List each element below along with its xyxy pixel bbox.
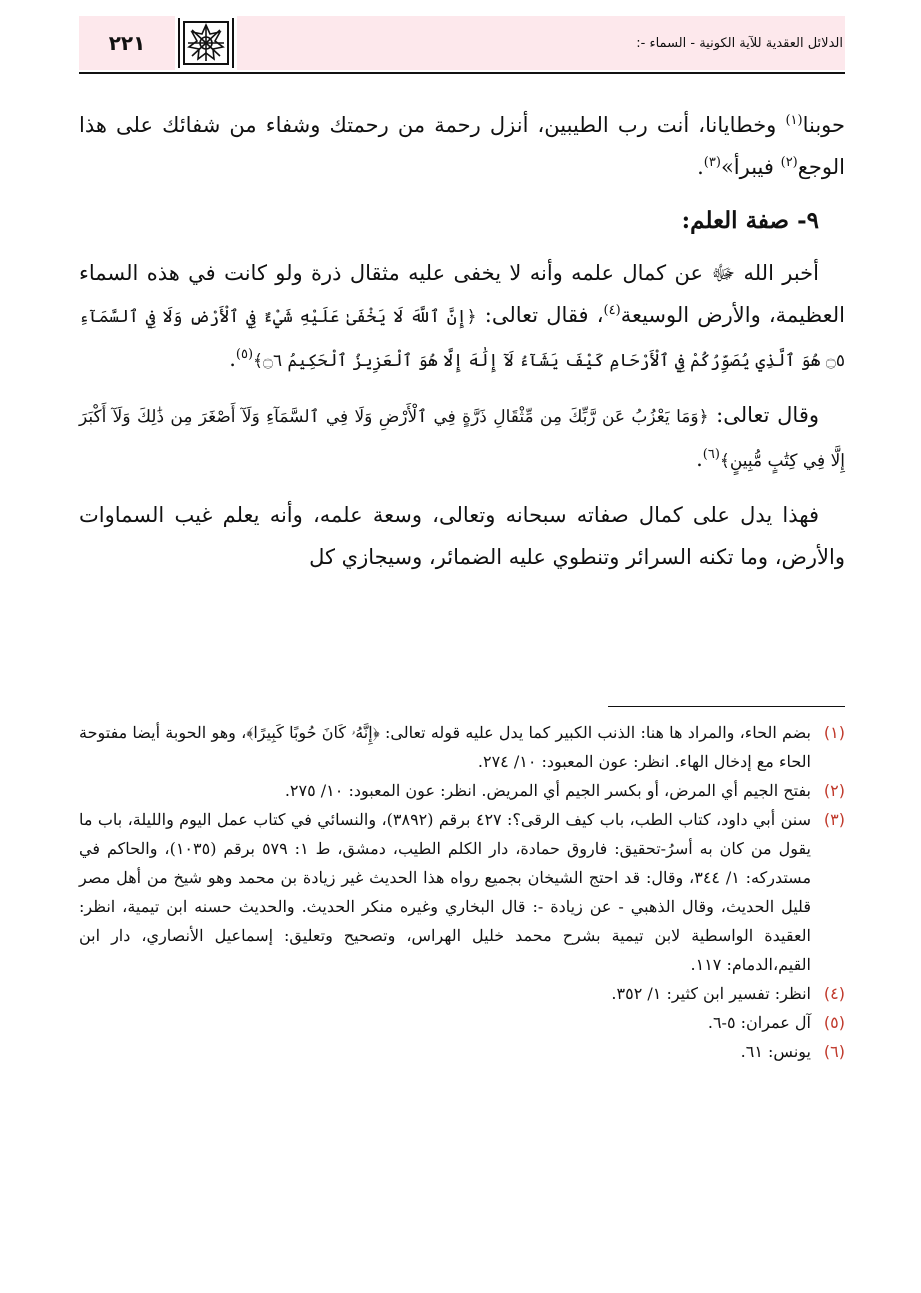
- running-title: الدلائل العقدية للآية الكونية - السماء -:: [636, 35, 843, 51]
- paragraph-hadith-end: [79, 104, 845, 188]
- main-text: [79, 104, 845, 578]
- footnote-item: [79, 979, 845, 1008]
- quran-verse: ﴿إِنَّ ٱللَّهَ لَا يَخْفَىٰ عَلَيْهِ شَيْءٌ فِي ٱلْأَرْضِ وَلَا فِي ٱلسَّمَآءِ ۝٥ هُوَ ٱلَّذِي يُصَوِّرُكُمْ فِي ٱلْأَرْحَامِ كَيْفَ يَشَآءُ لَآ إِلَٰهَ إِلَّا هُوَ ٱلْعَزِيزُ ٱلْحَكِيمُ ۝٦﴾: [79, 307, 845, 371]
- footnote-ref-5[interactable]: (٥): [235, 347, 254, 362]
- footnote-text: بفتح الجيم أي المرض، أو بكسر الجيم أي المريض. انظر: عون المعبود: ١٠/ ٢٧٥.: [284, 781, 811, 800]
- footnote-ref-4[interactable]: (٤): [603, 303, 621, 318]
- text-segment: .: [229, 347, 236, 371]
- footnote-text: انظر: تفسير ابن كثير: ١/ ٣٥٢.: [611, 984, 811, 1003]
- footnote-number: (٥): [823, 1013, 845, 1032]
- footnote-ref-1[interactable]: (١): [785, 113, 803, 128]
- footnote-item: [79, 805, 845, 979]
- footnote-number: (٤): [823, 984, 845, 1003]
- footnote-item: [79, 718, 845, 776]
- footnote-number: (٢): [823, 781, 845, 800]
- text-segment: حوبنا: [802, 113, 845, 137]
- text-segment: .: [696, 447, 703, 471]
- footnote-number: (٣): [823, 810, 845, 829]
- header-rule: [79, 72, 845, 74]
- footnote-text: بضم الحاء، والمراد ها هنا: الذنب الكبير كما يدل عليه قوله تعالى: ﴿إِنَّهُۥ كَانَ حُوبًا كَبِيرًا﴾، وهو الحوبة أيضا مفتوحة الحاء مع إدخال الهاء. انظر: عون المعبود: ١٠/ ٢٧٤.: [79, 723, 811, 771]
- footnote-text: آل عمران: ٥-٦.: [707, 1013, 811, 1032]
- footnote-ref-6[interactable]: (٦): [702, 447, 720, 462]
- paragraph-quran-yunus: [79, 394, 845, 482]
- geometric-ornament-icon: [178, 18, 234, 68]
- running-title-box: [237, 16, 845, 70]
- footnote-ref-3[interactable]: (٣): [703, 155, 721, 170]
- footnote-ref-2[interactable]: (٢): [780, 155, 798, 170]
- quran-verse: ﴿وَمَا يَعْزُبُ عَن رَّبِّكَ مِن مِّثْقَالِ ذَرَّةٍ فِي ٱلْأَرْضِ وَلَا فِي ٱلسَّمَآءِ وَلَآ أَصْغَرَ مِن ذَٰلِكَ وَلَآ أَكْبَرَ إِلَّا فِي كِتَٰبٍ مُّبِينٍ﴾: [79, 407, 845, 471]
- footnote-item: [79, 776, 845, 805]
- section-heading: ٩- صفة العلم:: [681, 207, 819, 234]
- footnote-number: (٦): [823, 1042, 845, 1061]
- paragraph-conclusion: فهذا يدل على كمال صفاته سبحانه وتعالى، وسعة علمه، وأنه يعلم غيب السماوات والأرض، وما تكنه السرائر وتنطوي عليه الضمائر، وسيجازي كل: [79, 503, 845, 569]
- footnote-item: [79, 1008, 845, 1037]
- text-segment: وقال تعالى:: [708, 403, 819, 427]
- footnote-text: سنن أبي داود، كتاب الطب، باب كيف الرقى؟: ٤٢٧ برقم (٣٨٩٢)، والنسائي في كتاب عمل اليوم والليلة، باب ما يقول من كان به أسرُ-تحقيق: فاروق حمادة، دار الكلم الطيب، دمشق، ط ١: ٥٧٩ برقم (١٠٣٥)، والحاكم في مستدركه: ١/ ٣٤٤، وقال: قد احتج الشيخان بجميع رواه هذا الحديث غير زيادة بن محمد وهو شيخ من أهل مصر قليل الحديث، وقال الذهبي - عن زيادة -: قال البخاري وغيره منكر الحديث. والحديث حسنه ابن تيمية، انظر: العقيدة الواسطية لابن تيمية بشرح محمد خليل الهراس، وتصحيح وتعليق: إسماعيل الأنصاري، دار ابن القيم،الدمام: ١١٧.: [79, 810, 812, 974]
- text-segment: ، فقال تعالى:: [476, 303, 604, 327]
- footnotes: [79, 718, 845, 1066]
- page-header: [79, 16, 845, 72]
- text-segment: وخطايانا، أنت رب الطيبين، أنزل رحمة من رحمتك وشفاء من شفائك على هذا الوجع: [79, 113, 845, 179]
- text-segment: فيبرأ»: [720, 155, 781, 179]
- text-segment: أخبر الله ﷻ عن كمال علمه وأنه لا يخفى عليه مثقال ذرة ولو كانت في هذه السماء العظيمة، والأرض الوسيعة: [79, 261, 845, 327]
- text-segment: .: [697, 155, 704, 179]
- footnote-text: يونس: ٦١.: [740, 1042, 811, 1061]
- page-number-box: [79, 16, 175, 70]
- page-number: ٢٢١: [108, 31, 146, 55]
- footnote-item: [79, 1037, 845, 1066]
- footnote-number: (١): [823, 723, 845, 742]
- paragraph-knowledge: [79, 252, 845, 382]
- footnote-separator: [608, 706, 845, 707]
